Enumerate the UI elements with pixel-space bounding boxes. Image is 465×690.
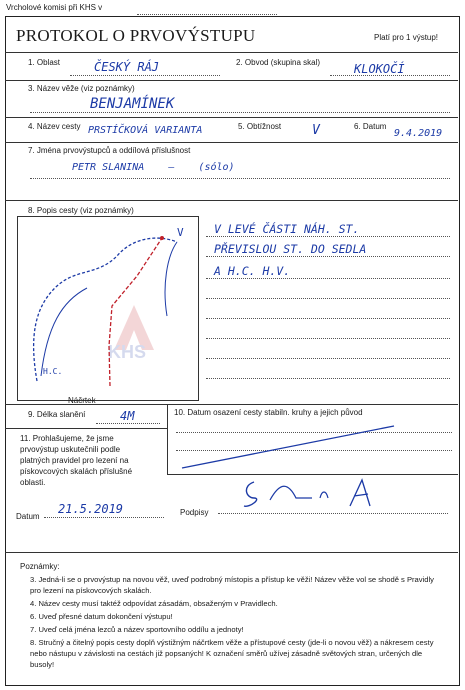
- row-divider-3: [5, 142, 458, 143]
- col-divider-9-10: [167, 404, 168, 474]
- field-rappel-label: 9. Délka slanění: [28, 410, 86, 419]
- description-line-1: V LEVÉ ČÁSTI NÁH. ST.: [214, 222, 360, 236]
- signatures-label: Podpisy: [180, 508, 209, 517]
- field-climbers-value: PETR SLANINA – (sólo): [72, 162, 235, 173]
- desc-dotline-8: [206, 378, 450, 379]
- field-route-value: PRSTÍČKOVÁ VARIANTA: [88, 125, 203, 136]
- route-sketch: [17, 216, 197, 399]
- committee-line: [137, 14, 277, 15]
- note-item-7: 7. Uveď celá jména lezců a název sportovního oddílu a jednoty!: [30, 625, 244, 634]
- rappel-dotline: [96, 423, 160, 424]
- field-tower-label: 3. Název věže (viz poznámky): [28, 84, 135, 93]
- desc-dotline-7: [206, 358, 450, 359]
- row-divider-1: [5, 80, 458, 81]
- desc-dotline-3: [206, 278, 450, 279]
- validity-note: Platí pro 1 výstup!: [374, 33, 439, 42]
- note-item-6: 6. Uveď přesné datum dokončení výstupu!: [30, 612, 173, 621]
- field-bolts-label: 10. Datum osazení cesty stabiln. kruhy a jejich původ: [174, 408, 363, 417]
- date-dotline: [44, 517, 164, 518]
- sketch-letter-hc: H.C.: [43, 367, 63, 376]
- row3-dotline: [30, 112, 450, 113]
- signature-scribble: [240, 476, 380, 512]
- notes-title: Poznámky:: [20, 562, 60, 571]
- bolts-strikethrough: [180, 422, 400, 472]
- signatures-dotline: [218, 513, 448, 514]
- field-declaration-text: 11. Prohlašujeme, že jsme prvovýstup uskutečnili podle platných pravidel pro lezení na pískovcových skalách příslušné oblasti.: [20, 434, 133, 487]
- row1-dotline: [70, 75, 220, 76]
- description-line-2: PŘEVISLOU ST. DO SEDLA: [214, 242, 367, 256]
- row2-dotline: [330, 75, 450, 76]
- row-divider-2: [5, 117, 458, 118]
- desc-dotline-5: [206, 318, 450, 319]
- desc-dotline-6: [206, 338, 450, 339]
- note-item-4: 4. Název cesty musí taktéž odpovídat zásadám, obsaženým v Pravidlech.: [30, 599, 278, 608]
- field-route-label: 4. Název cesty: [28, 122, 81, 131]
- row-divider-8: [5, 552, 458, 553]
- desc-dotline-2: [206, 256, 450, 257]
- description-line-3: A H.C. H.V.: [214, 264, 291, 278]
- signature-date-value: 21.5.2019: [58, 502, 124, 516]
- sketch-letter-v: V: [177, 226, 184, 239]
- header-divider: [5, 52, 458, 53]
- watermark-text: KHS: [108, 342, 147, 362]
- field-district-value: KLOKOČÍ: [354, 62, 405, 76]
- field-area-label: 1. Oblast: [28, 58, 61, 67]
- field-grade-label: 5. Obtížnost: [238, 122, 282, 131]
- note-item-8: 8. Stručný a čitelný popis cesty doplň výstižným náčrtkem věže a přístupové cesty (jde-li o novou věž) a nákresem cesty nebo nástupu v závislosti na cestách již popsaných! K označení směrů užívej zásadně světových stran, určených dle busoly!: [30, 638, 434, 669]
- field-rappel-value: 4M: [120, 409, 135, 423]
- field-grade-value: V: [312, 123, 320, 138]
- field-district-label: 2. Obvod (skupina skal): [236, 58, 321, 67]
- notes-list: [30, 574, 444, 670]
- signature-mark-text: [0, 0, 1, 1]
- sketch-label: Náčrtek: [68, 396, 96, 405]
- page-title: PROTOKOL O PRVOVÝSTUPU: [16, 26, 256, 45]
- row-divider-7: [167, 474, 458, 475]
- row-divider-5: [5, 404, 458, 405]
- field-date-label: 6. Datum: [354, 122, 387, 131]
- desc-dotline-4: [206, 298, 450, 299]
- row7-dotline: [30, 178, 450, 179]
- desc-dotline-1: [206, 236, 450, 237]
- committee-label: Vrcholové komisi při KHS v: [6, 3, 103, 12]
- field-description-label: 8. Popis cesty (viz poznámky): [28, 206, 134, 215]
- row-divider-6: [5, 428, 167, 429]
- field-area-value: ČESKÝ RÁJ: [94, 60, 160, 74]
- note-item-3: 3. Jedná-li se o prvovýstup na novou věž, uveď podrobný místopis a přístup ke věži! Název věže vol se shodě s Pravidly pro lezení na pískovcových skalách.: [30, 575, 434, 595]
- field-tower-value: BENJAMÍNEK: [90, 96, 175, 112]
- field-date-value: 9.4.2019: [394, 128, 443, 139]
- field-climbers-label: 7. Jména prvovýstupců a oddílová příslušnost: [28, 146, 191, 155]
- row-divider-4: [5, 200, 458, 201]
- signature-date-label: Datum: [16, 512, 40, 521]
